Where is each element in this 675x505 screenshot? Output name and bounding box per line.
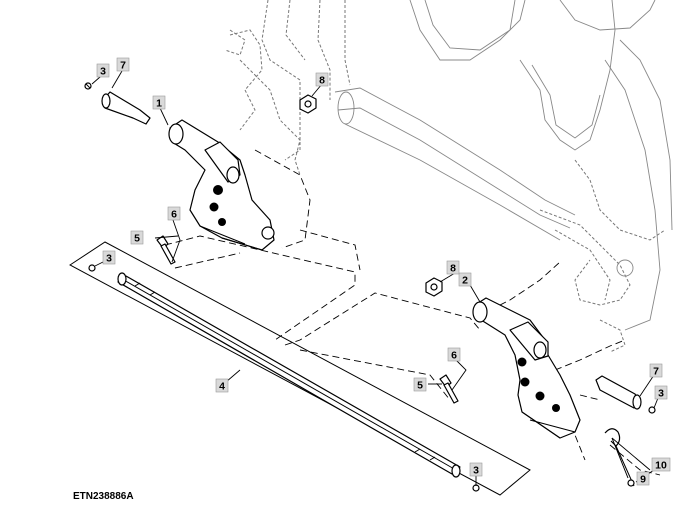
callout-2 — [459, 273, 471, 287]
bolt-part-5-lower — [440, 375, 458, 403]
nut-part-8-upper — [300, 95, 316, 113]
bracket-part-2 — [473, 298, 580, 438]
svg-text:3: 3 — [658, 387, 664, 400]
callout-3-b — [103, 251, 115, 265]
svg-text:3: 3 — [106, 252, 112, 265]
svg-text:2: 2 — [462, 274, 468, 287]
callout-8-a — [316, 73, 328, 87]
svg-text:7: 7 — [120, 59, 126, 72]
callout-9 — [637, 472, 649, 486]
callout-5-a — [131, 231, 143, 245]
clip-part-3-b — [89, 265, 95, 271]
pin-part-7-lower — [596, 376, 641, 409]
nut-part-8-lower — [426, 278, 442, 296]
callout-1 — [153, 96, 165, 110]
bolt-part-5-upper — [157, 236, 175, 264]
callout-3-d — [655, 386, 667, 400]
callout-3-a — [97, 64, 109, 78]
svg-text:9: 9 — [640, 473, 646, 486]
svg-text:7: 7 — [653, 365, 659, 378]
svg-text:10: 10 — [655, 459, 667, 472]
callout-5-b — [414, 378, 426, 392]
callout-6-a — [168, 207, 180, 221]
figure-id-label: ETN238886A — [73, 491, 134, 502]
callout-6-b — [448, 348, 460, 362]
svg-text:3: 3 — [100, 65, 106, 78]
callout-7-b — [650, 364, 662, 378]
svg-text:8: 8 — [319, 74, 325, 87]
loader-frame-ghost — [225, 0, 672, 352]
svg-text:1: 1 — [156, 97, 162, 110]
pin-part-7-upper — [102, 92, 150, 124]
clip-part-3-a — [85, 83, 91, 89]
svg-text:6: 6 — [171, 208, 177, 221]
callout-7-a — [117, 58, 129, 72]
bracket-part-1 — [169, 120, 274, 250]
svg-text:4: 4 — [219, 380, 225, 393]
callout-8-b — [447, 261, 459, 275]
callout-3-c — [470, 463, 482, 477]
callout-10 — [652, 458, 670, 472]
svg-text:5: 5 — [417, 379, 423, 392]
svg-text:3: 3 — [473, 464, 479, 477]
svg-text:6: 6 — [451, 349, 457, 362]
svg-text:8: 8 — [450, 262, 456, 275]
callout-4 — [216, 379, 228, 393]
svg-text:5: 5 — [134, 232, 140, 245]
spring-clip-part-9 — [605, 429, 634, 486]
